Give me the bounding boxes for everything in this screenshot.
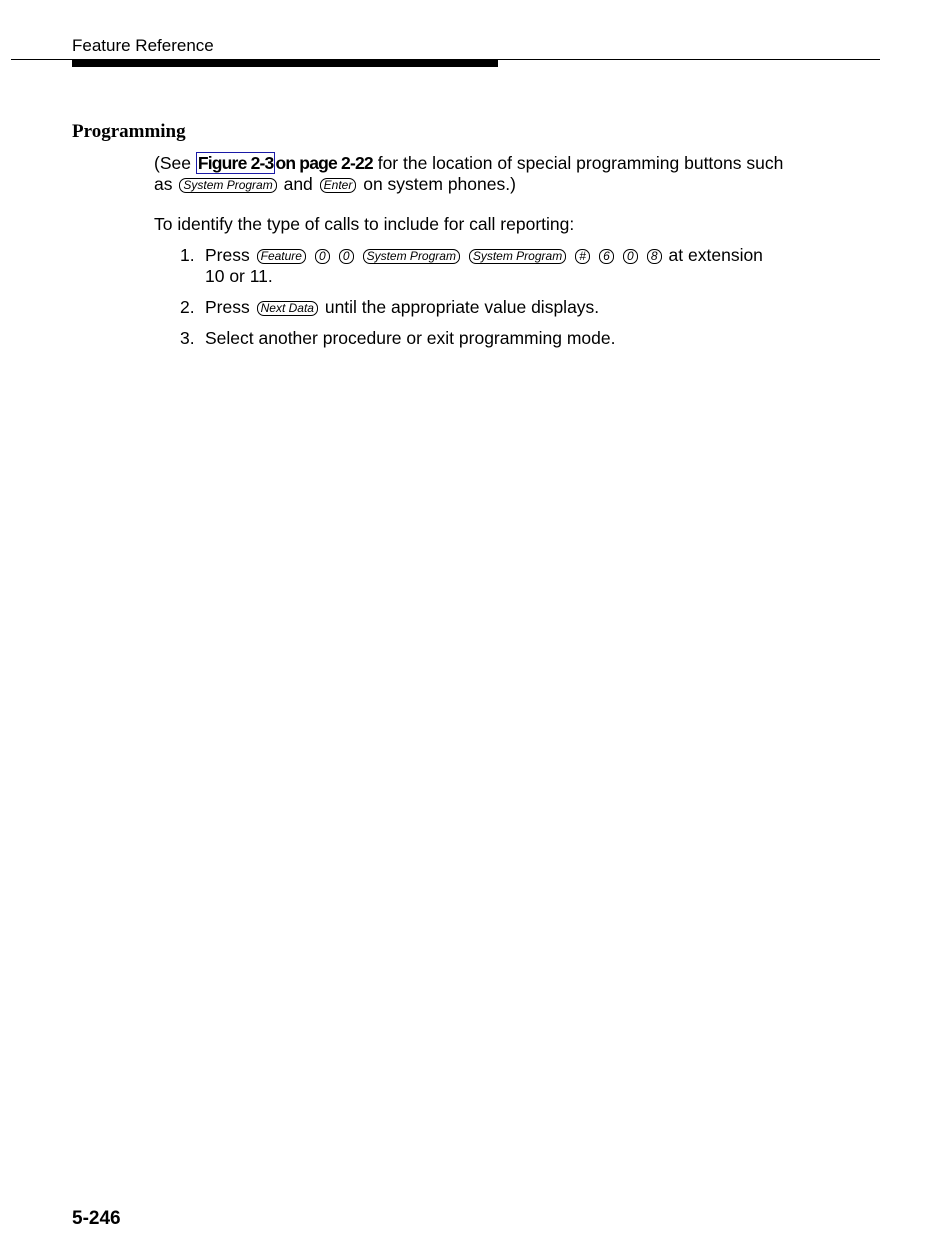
- see-note-paragraph: [154, 153, 784, 195]
- page-reference-link[interactable]: on page 2-22: [275, 153, 373, 173]
- key-system-program: System Program: [469, 249, 566, 264]
- intro-paragraph: To identify the type of calls to include for call reporting:: [154, 214, 575, 234]
- step-3: [180, 328, 780, 349]
- figure-link[interactable]: Figure 2-3: [197, 153, 274, 173]
- key-feature: Feature: [257, 249, 306, 264]
- page-number: 5-246: [72, 1208, 121, 1229]
- key-next-data: Next Data: [257, 301, 318, 316]
- step-text-before: Press: [205, 297, 255, 317]
- key-digit-6: 6: [599, 249, 614, 264]
- steps-list: [180, 245, 780, 359]
- header-rule-thick: [72, 60, 498, 67]
- step-text-after: until the appropriate value displays.: [319, 297, 600, 317]
- step-number: 3.: [180, 328, 195, 348]
- step-text-after: at extension 10 or 11.: [205, 245, 763, 286]
- key-system-program: System Program: [363, 249, 460, 264]
- key-system-program: System Program: [179, 178, 276, 193]
- key-digit-0: 0: [339, 249, 354, 264]
- step-1: [180, 245, 780, 287]
- key-digit-0: 0: [315, 249, 330, 264]
- step-text-before: Press: [205, 245, 255, 265]
- step-number: 2.: [180, 297, 195, 317]
- step-number: 1.: [180, 245, 195, 265]
- see-note-text-3: on system phones.): [358, 174, 516, 194]
- key-pound: #: [575, 249, 590, 264]
- key-digit-0: 0: [623, 249, 638, 264]
- see-note-text-2: and: [278, 174, 318, 194]
- key-enter: Enter: [320, 178, 357, 193]
- see-note-open: (See: [154, 153, 196, 173]
- step-text: Select another procedure or exit programming mode.: [205, 328, 616, 348]
- key-digit-8: 8: [647, 249, 662, 264]
- step-2: [180, 297, 780, 318]
- running-header: Feature Reference: [72, 36, 214, 55]
- section-heading: Programming: [72, 121, 186, 142]
- see-note-text-1: for the location of special programming buttons such as: [154, 153, 784, 194]
